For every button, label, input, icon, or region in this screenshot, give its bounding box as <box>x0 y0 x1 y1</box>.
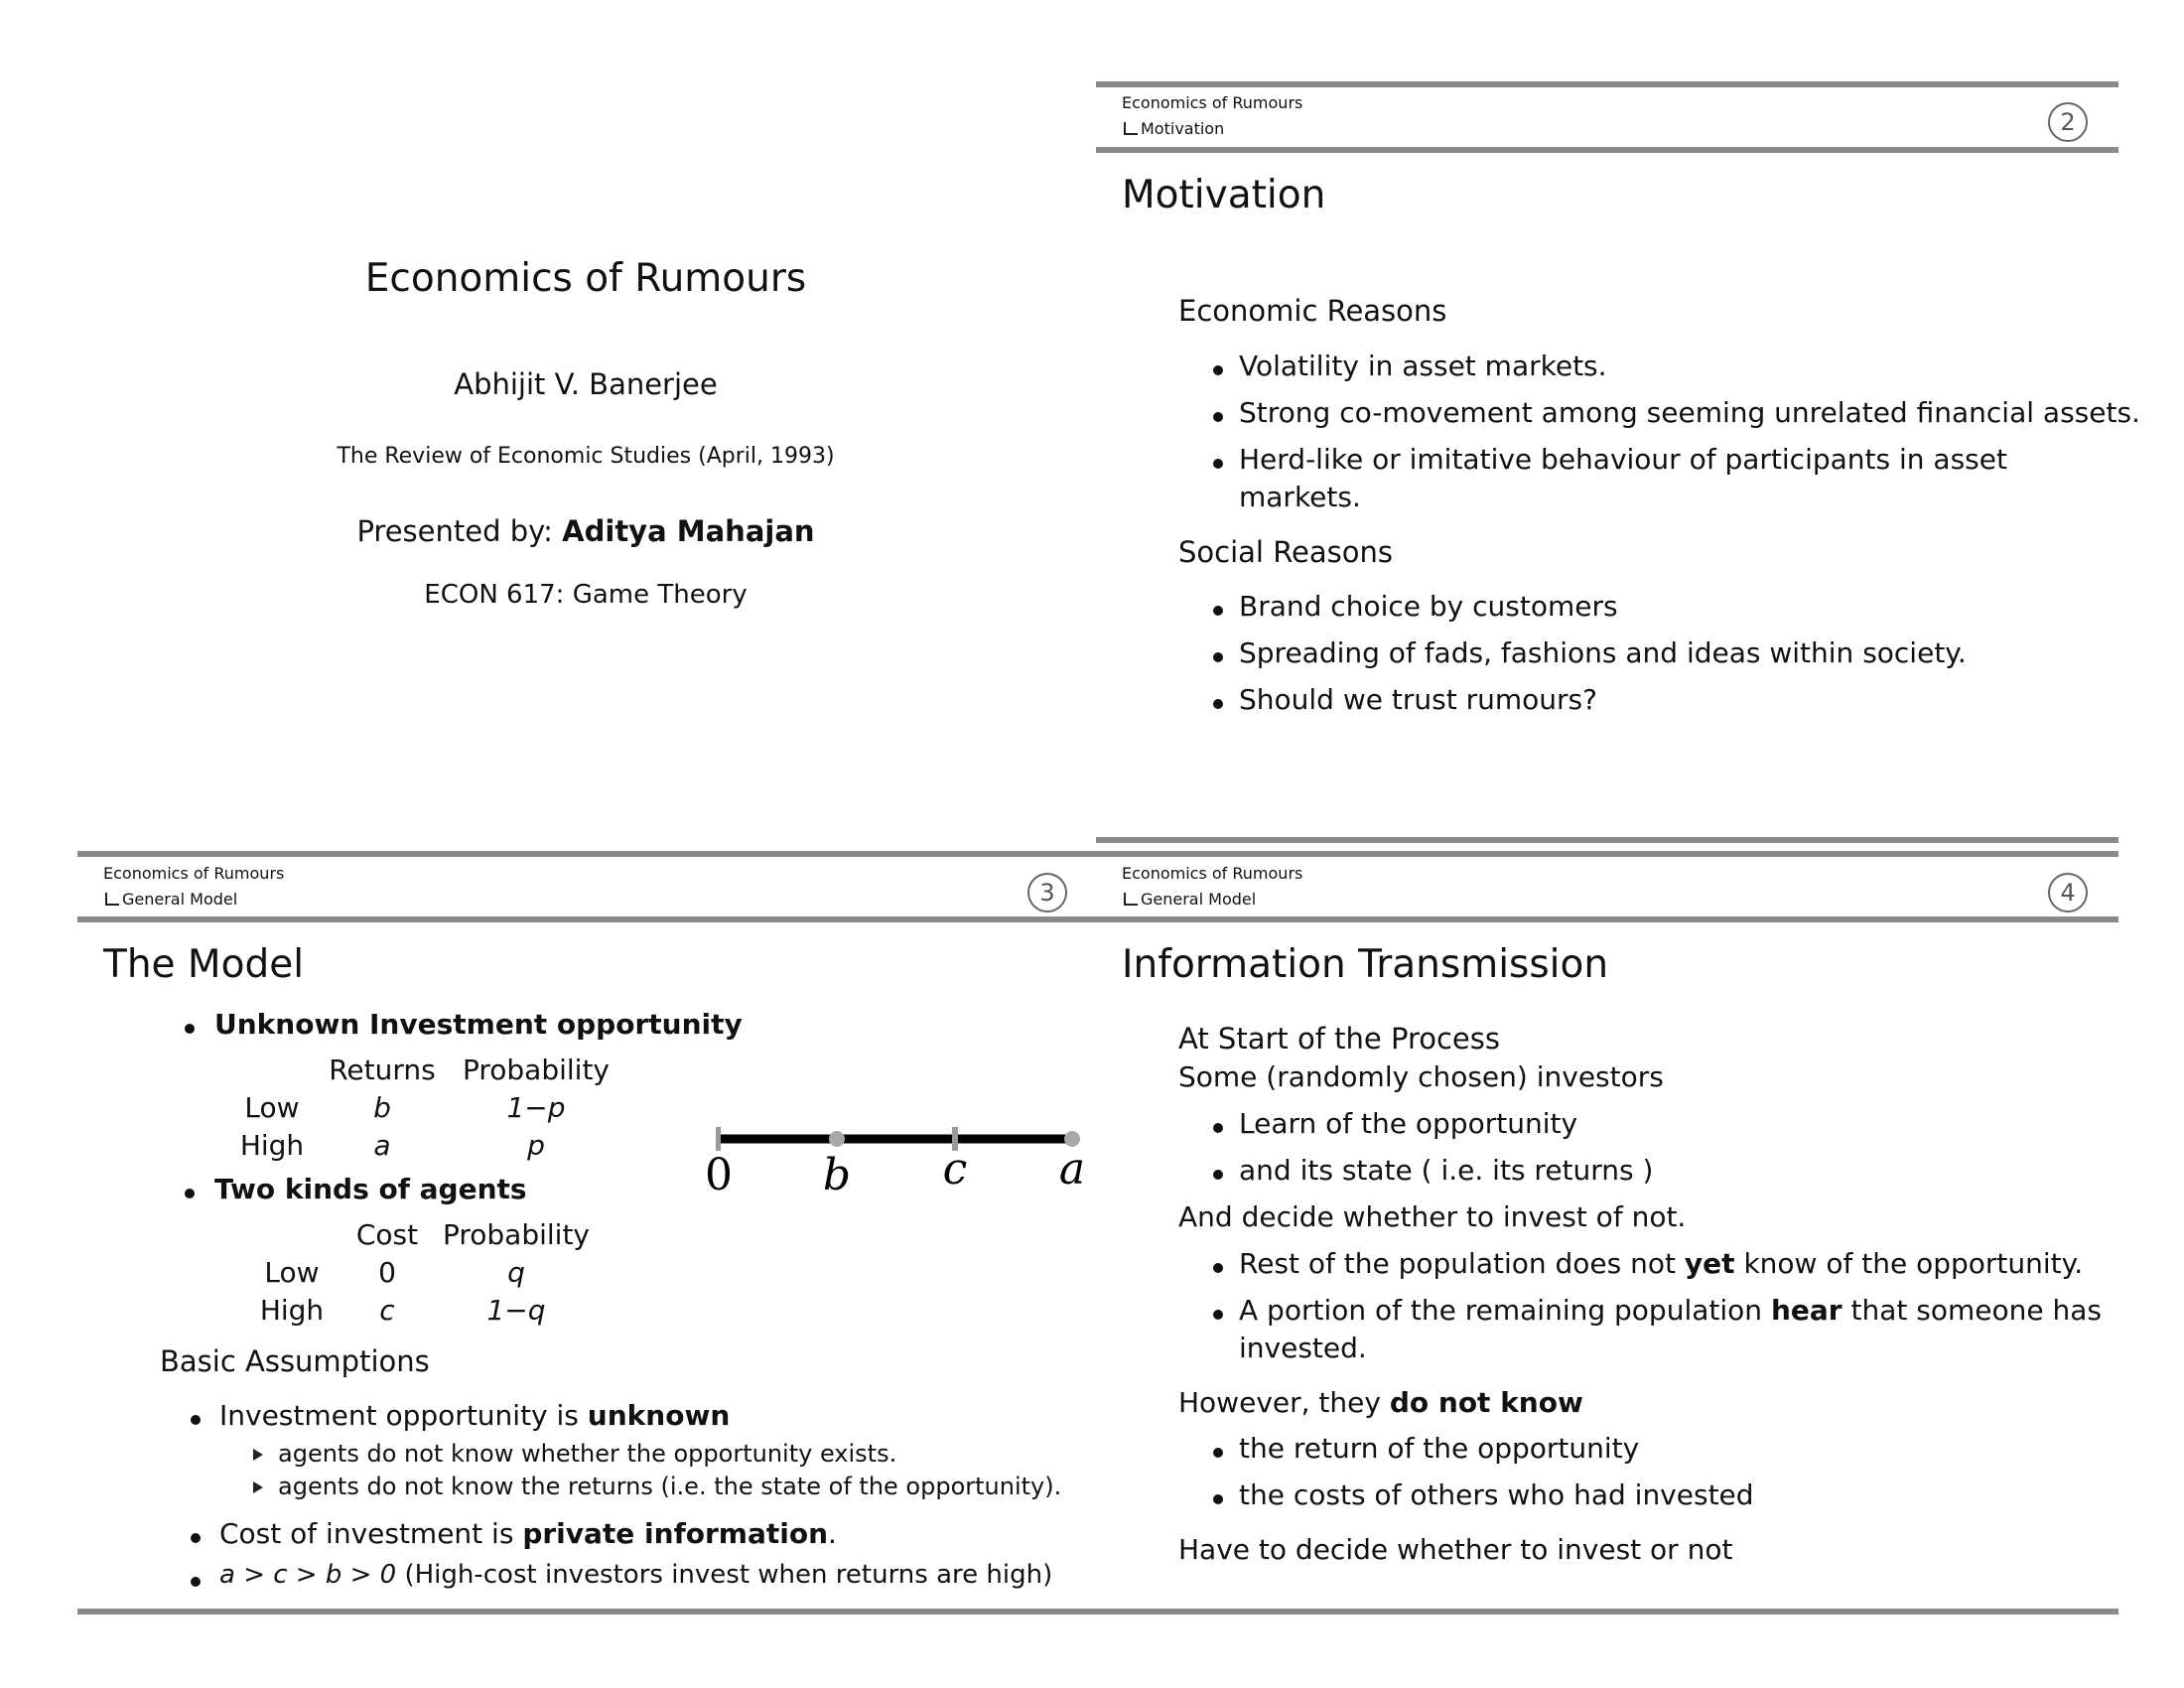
list-item: the return of the opportunity <box>1239 1432 1640 1465</box>
paragraph-text: However, they <box>1178 1386 1381 1419</box>
list-item <box>1239 1247 2083 1280</box>
list-item: Strong co-movement among seeming unrelated financial assets. <box>1239 396 2140 429</box>
bullet-icon <box>191 1533 201 1543</box>
presenter-prefix: Presented by: <box>356 514 553 548</box>
list-item-emphasis: hear <box>1770 1294 1843 1327</box>
header-title: Economics of Rumours <box>103 864 285 883</box>
list-item <box>219 1399 730 1432</box>
table-cell: 1−q <box>486 1294 546 1327</box>
header-top-rule <box>77 851 1096 857</box>
list-item-text: Investment opportunity is <box>219 1399 579 1432</box>
list-item-text: that someone has <box>1850 1294 2102 1327</box>
table-cell: 1−p <box>506 1091 566 1124</box>
table-cell: High <box>259 1294 325 1327</box>
sub-bullet-icon <box>253 1449 263 1461</box>
table-header: Cost <box>355 1218 419 1251</box>
item-heading: Two kinds of agents <box>214 1173 527 1205</box>
list-item-text: (High-cost investors invest when returns are high) <box>404 1560 1053 1590</box>
list-item <box>219 1517 837 1550</box>
list-item-continuation: markets. <box>1239 481 1361 513</box>
header-section-label: General Model <box>122 890 238 909</box>
list-item-emphasis: yet <box>1684 1247 1735 1280</box>
header-title: Economics of Rumours <box>1122 864 1303 883</box>
paragraph-line: Have to decide whether to invest or not <box>1178 1533 1733 1566</box>
block-title-start: At Start of the Process <box>1178 1022 1500 1055</box>
table-cell: p <box>527 1129 545 1162</box>
table-header: Returns <box>329 1054 436 1086</box>
item-heading: Unknown Investment opportunity <box>214 1008 743 1041</box>
label-a: a <box>1058 1144 1086 1195</box>
list-item: the costs of others who had invested <box>1239 1478 1754 1511</box>
list-item: Learn of the opportunity <box>1239 1107 1578 1140</box>
header-section-label: Motivation <box>1141 119 1225 138</box>
header-section <box>1124 890 1256 909</box>
presenter-name: Aditya Mahajan <box>562 514 815 548</box>
list-item <box>1239 1294 2102 1327</box>
table-cell: 0 <box>378 1256 396 1289</box>
list-item <box>214 1008 743 1041</box>
frame-title: Motivation <box>1122 173 1326 217</box>
journal-reference: The Review of Economic Studies (April, 1993) <box>337 444 835 469</box>
bullet-icon <box>185 1024 195 1034</box>
table-header: Probability <box>442 1218 590 1251</box>
bullet-icon <box>1213 699 1223 709</box>
bullet-icon <box>1213 1448 1223 1458</box>
list-item: Spreading of fads, fashions and ideas within society. <box>1239 636 1967 669</box>
list-item: Brand choice by customers <box>1239 590 1618 623</box>
list-item-text: know of the opportunity. <box>1743 1247 2084 1280</box>
bullet-icon <box>1213 606 1223 616</box>
frame-title: The Model <box>103 942 305 987</box>
bullet-icon <box>1213 1170 1223 1180</box>
paragraph-emphasis: do not know <box>1389 1386 1583 1419</box>
label-zero: 0 <box>705 1150 733 1200</box>
block-title-assumptions: Basic Assumptions <box>160 1344 430 1378</box>
list-item-text: Cost of investment is <box>219 1517 514 1550</box>
label-c: c <box>942 1144 968 1195</box>
table-cell: c <box>379 1294 395 1327</box>
table-header: Probability <box>462 1054 610 1086</box>
header-bottom-rule <box>77 916 1096 922</box>
list-item: Volatility in asset markets. <box>1239 350 1607 382</box>
sub-list-item: agents do not know whether the opportunity exists. <box>278 1440 897 1468</box>
bullet-icon <box>191 1577 201 1587</box>
table-cell: q <box>507 1256 525 1289</box>
paragraph-line: And decide whether to invest of not. <box>1178 1200 1687 1233</box>
list-item-emphasis: unknown <box>587 1399 731 1432</box>
bullet-icon <box>185 1189 195 1198</box>
block-title-social: Social Reasons <box>1178 535 1393 569</box>
presentation-title: Economics of Rumours <box>364 256 807 301</box>
bullet-icon <box>1213 1263 1223 1273</box>
sub-bullet-icon <box>253 1481 263 1493</box>
list-item: Herd-like or imitative behaviour of participants in asset <box>1239 443 2007 476</box>
list-item-text: A portion of the remaining population <box>1239 1294 1763 1327</box>
sub-list-item: agents do not know the returns (i.e. the state of the opportunity). <box>278 1473 1062 1500</box>
header-top-rule-2 <box>1096 851 2118 857</box>
bullet-icon <box>1213 412 1223 422</box>
number-line-diagram <box>695 1112 1092 1201</box>
header-section <box>105 890 237 909</box>
header-top-rule <box>1096 81 2118 87</box>
header-section-label: General Model <box>1141 890 1257 909</box>
label-b: b <box>822 1150 852 1200</box>
list-item-emphasis: private information <box>522 1517 829 1550</box>
point-b <box>829 1131 845 1147</box>
footer-rule <box>77 1609 2118 1615</box>
header-bottom-rule <box>1096 147 2118 153</box>
frame-title: Information Transmission <box>1122 942 1609 987</box>
page-number-badge: 2 <box>2048 102 2088 142</box>
header-bottom-rule <box>1096 916 2118 922</box>
page-number-badge: 3 <box>1027 873 1067 913</box>
header-title: Economics of Rumours <box>1122 93 1303 112</box>
block-title-economic: Economic Reasons <box>1178 294 1447 328</box>
paragraph-line <box>1178 1386 1583 1419</box>
inequality-math: a > c > b > 0 <box>219 1560 397 1590</box>
table-cell: Low <box>264 1256 320 1289</box>
subsection-corner-icon <box>1124 122 1138 135</box>
bullet-icon <box>191 1415 201 1425</box>
bullet-icon <box>1213 1494 1223 1504</box>
subsection-corner-icon <box>105 893 119 906</box>
number-line-svg <box>695 1112 1092 1201</box>
tick-zero <box>716 1127 721 1151</box>
bullet-icon <box>1213 365 1223 375</box>
bullet-icon <box>1213 652 1223 662</box>
table-cell: b <box>373 1091 391 1124</box>
list-item-continuation: invested. <box>1239 1332 1367 1364</box>
paragraph-line: Some (randomly chosen) investors <box>1178 1060 1664 1093</box>
table-cell: Low <box>244 1091 300 1124</box>
list-item: Should we trust rumours? <box>1239 683 1597 716</box>
list-item <box>214 1173 527 1205</box>
list-item: and its state ( i.e. its returns ) <box>1239 1154 1654 1187</box>
bullet-icon <box>1213 1123 1223 1133</box>
subsection-corner-icon <box>1124 893 1138 906</box>
bullet-icon <box>1213 459 1223 469</box>
list-item-text: Rest of the population does not <box>1239 1247 1677 1280</box>
table-cell: a <box>373 1129 391 1162</box>
page-number-badge: 4 <box>2048 873 2088 913</box>
bullet-icon <box>1213 1310 1223 1320</box>
list-item-suffix: . <box>828 1517 837 1550</box>
list-item <box>219 1560 1052 1590</box>
author-name: Abhijit V. Banerjee <box>454 367 718 401</box>
header-section <box>1124 119 1224 138</box>
header-top-rule <box>1096 837 2118 843</box>
course-name: ECON 617: Game Theory <box>424 580 748 610</box>
presenter-line <box>79 514 1092 548</box>
table-cell: High <box>239 1129 305 1162</box>
